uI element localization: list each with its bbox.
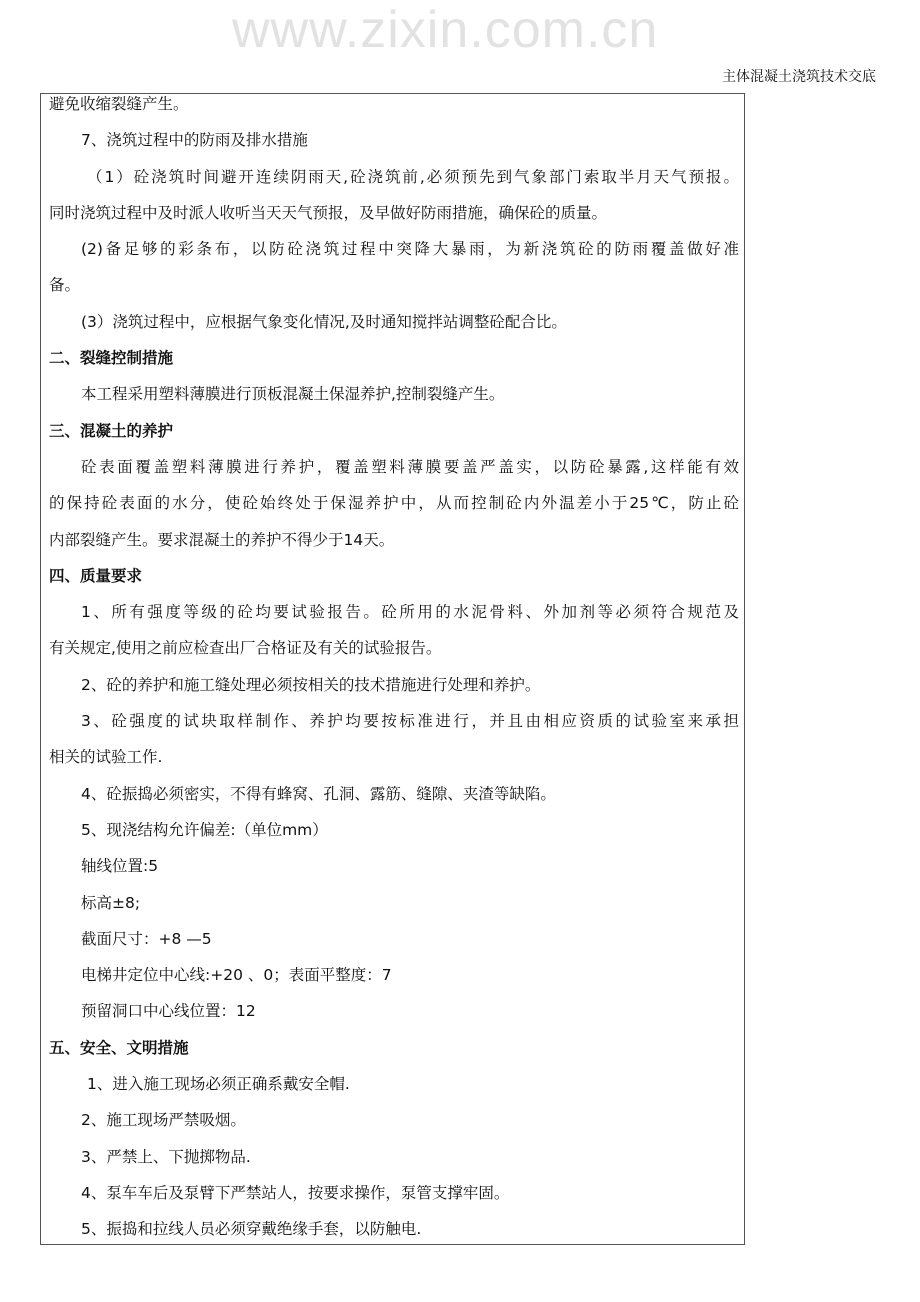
text-line: 1、进入施工现场必须正确系戴安全帽. bbox=[87, 1075, 350, 1094]
text-line: 2、砼的养护和施工缝处理必须按相关的技术措施进行处理和养护。 bbox=[81, 675, 541, 694]
text-line: 砼表面覆盖塑料薄膜进行养护，覆盖塑料薄膜要盖严盖实，以防砼暴露,这样能有效 bbox=[81, 457, 739, 476]
section-heading: 三、混凝土的养护 bbox=[49, 421, 174, 440]
watermark: www.zixin.com.cn bbox=[232, 1, 659, 59]
text-line: 1、所有强度等级的砼均要试验报告。砼所用的水泥骨料、外加剂等必须符合规范及 bbox=[81, 603, 739, 622]
text-line: 2、施工现场严禁吸烟。 bbox=[81, 1111, 246, 1130]
text-line: 标高±8; bbox=[81, 893, 141, 912]
section-heading: 五、安全、文明措施 bbox=[49, 1038, 189, 1057]
text-line: 5、振捣和拉线人员必须穿戴绝缘手套，以防触电. bbox=[81, 1220, 422, 1239]
text-line: 避免收缩裂缝产生。 bbox=[49, 95, 189, 113]
text-line: (3）浇筑过程中，应根据气象变化情况,及时通知搅拌站调整砼配合比。 bbox=[81, 312, 567, 331]
text-line: 3、砼强度的试块取样制作、养护均要按标准进行，并且由相应资质的试验室来承担 bbox=[81, 712, 739, 731]
text-line: 内部裂缝产生。要求混凝土的养护不得少于14天。 bbox=[49, 530, 395, 549]
text-line: 截面尺寸：+8 —5 bbox=[81, 929, 212, 948]
text-line: 4、砼振捣必须密实，不得有蜂窝、孔洞、露筋、缝隙、夹渣等缺陷。 bbox=[81, 784, 556, 803]
text-line: 3、严禁上、下抛掷物品. bbox=[81, 1147, 251, 1166]
section-heading: 二、裂缝控制措施 bbox=[49, 349, 174, 368]
text-line: (2)备足够的彩条布，以防砼浇筑过程中突降大暴雨，为新浇筑砼的防雨覆盖做好准 bbox=[81, 240, 739, 259]
text-line: 的保持砼表面的水分，使砼始终处于保湿养护中，从而控制砼内外温差小于25℃，防止砼 bbox=[49, 494, 739, 513]
text-line: （1）砼浇筑时间避开连续阴雨天,砼浇筑前,必须预先到气象部门索取半月天气预报。 bbox=[87, 167, 739, 186]
text-line: 同时浇筑过程中及时派人收听当天天气预报，及早做好防雨措施，确保砼的质量。 bbox=[49, 203, 608, 222]
section-heading: 四、质量要求 bbox=[49, 566, 143, 585]
text-line: 4、泵车车后及泵臂下严禁站人，按要求操作，泵管支撑牢固。 bbox=[81, 1183, 510, 1202]
text-line: 相关的试验工作. bbox=[49, 748, 163, 767]
body-text bbox=[49, 86, 739, 1248]
subheading: 7、浇筑过程中的防雨及排水措施 bbox=[81, 131, 308, 150]
text-line: 预留洞口中心线位置：12 bbox=[81, 1002, 256, 1021]
text-line: 有关规定,使用之前应检查出厂合格证及有关的试验报告。 bbox=[49, 639, 442, 658]
text-line: 电梯井定位中心线:+20 、0；表面平整度：7 bbox=[81, 966, 392, 985]
content-table-cell bbox=[40, 93, 745, 1245]
text-line: 备。 bbox=[49, 276, 81, 295]
page-header-title: 主体混凝土浇筑技术交底 bbox=[722, 69, 876, 85]
text-line: 本工程采用塑料薄膜进行顶板混凝土保湿养护,控制裂缝产生。 bbox=[81, 385, 505, 404]
text-line: 5、现浇结构允许偏差:（单位mm） bbox=[81, 820, 328, 839]
text-line: 轴线位置:5 bbox=[81, 857, 159, 876]
